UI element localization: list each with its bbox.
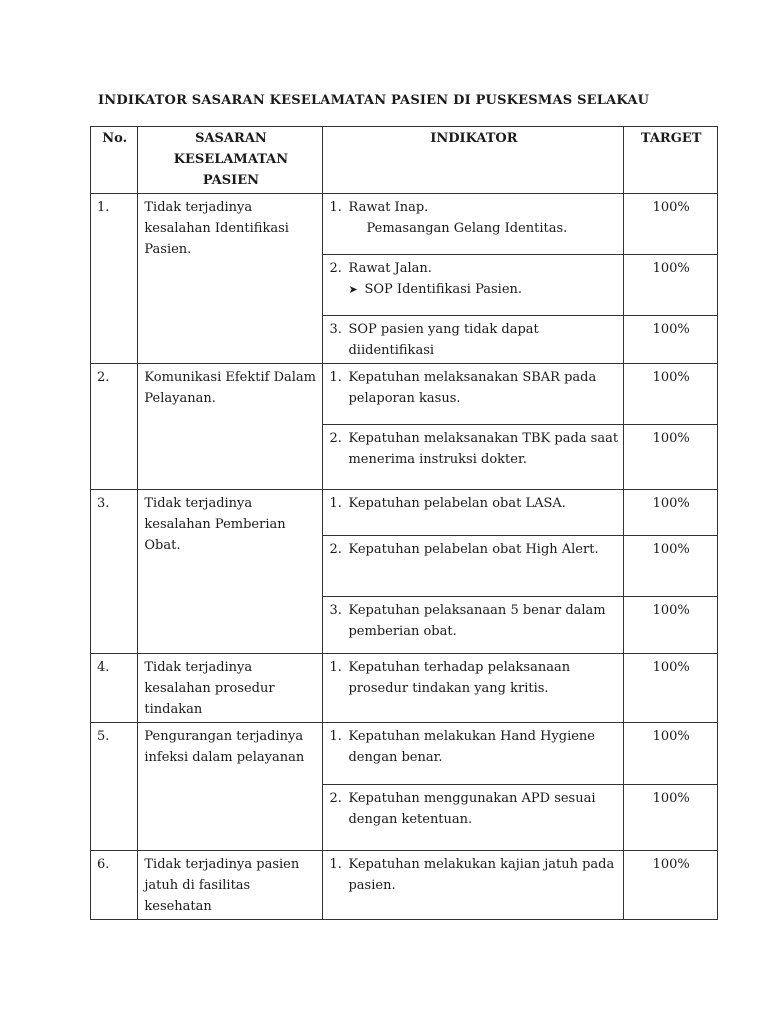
table-row [91, 723, 718, 785]
target-cell: 100% [624, 597, 718, 654]
indicator-number: 2. [329, 431, 342, 446]
indicator-cell [323, 654, 624, 723]
indicator-cell [323, 255, 624, 316]
indicator-number: 1. [329, 370, 342, 385]
indicator-text: Kepatuhan melaksanakan SBAR pada pelaporan kasus. [348, 370, 597, 406]
indicator-number: 1. [329, 200, 342, 215]
table-row [91, 851, 718, 920]
arrowhead-bullet-icon: ➤ [348, 283, 358, 296]
sasaran-cell: Tidak terjadinya kesalahan prosedur tindakan [138, 654, 323, 723]
indicator-subtext: Pemasangan Gelang Identitas. [366, 221, 568, 236]
indicator-cell [323, 597, 624, 654]
indicator-cell [323, 536, 624, 597]
indicator-text: Kepatuhan melakukan kajian jatuh pada pasien. [348, 857, 615, 893]
header-target: TARGET [624, 127, 718, 194]
indicator-text: Kepatuhan terhadap pelaksanaan prosedur tindakan yang kritis. [348, 660, 571, 696]
indicator-text: Kepatuhan melaksanakan TBK pada saat menerima instruksi dokter. [348, 431, 619, 467]
table-row [91, 490, 718, 536]
target-cell: 100% [624, 255, 718, 316]
header-sasaran: SASARAN KESELAMATAN PASIEN [138, 127, 323, 194]
table-row [91, 654, 718, 723]
indicator-number: 1. [329, 857, 342, 872]
sasaran-cell: Pengurangan terjadinya infeksi dalam pelayanan [138, 723, 323, 851]
header-indikator: INDIKATOR [323, 127, 624, 194]
target-cell: 100% [624, 316, 718, 364]
row-number: 1. [91, 194, 138, 364]
row-number: 5. [91, 723, 138, 851]
sasaran-cell: Tidak terjadinya kesalahan Pemberian Obat. [138, 490, 323, 654]
row-number: 6. [91, 851, 138, 920]
table-row [91, 364, 718, 425]
indicator-text: Rawat Jalan. [348, 261, 432, 276]
indicator-text: SOP pasien yang tidak dapat diidentifikasi [348, 322, 539, 358]
indicator-text: Rawat Inap. [348, 200, 429, 215]
row-number: 4. [91, 654, 138, 723]
indicator-cell [323, 364, 624, 425]
indicator-cell [323, 785, 624, 851]
table-header-row [91, 127, 718, 194]
indicator-number: 1. [329, 660, 342, 675]
indicator-number: 3. [329, 603, 342, 618]
indicator-cell [323, 425, 624, 490]
sasaran-cell: Komunikasi Efektif Dalam Pelayanan. [138, 364, 323, 490]
indicator-number: 2. [329, 791, 342, 806]
sasaran-cell: Tidak terjadinya kesalahan Identifikasi Pasien. [138, 194, 323, 364]
indicator-text: Kepatuhan melakukan Hand Hygiene dengan benar. [348, 729, 595, 765]
indicator-number: 2. [329, 261, 342, 276]
target-cell: 100% [624, 364, 718, 425]
target-cell: 100% [624, 723, 718, 785]
indicator-text: Kepatuhan pelaksanaan 5 benar dalam pemberian obat. [348, 603, 606, 639]
document-title: INDIKATOR SASARAN KESELAMATAN PASIEN DI PUSKESMAS SELAKAU [98, 93, 650, 108]
indicator-text: Kepatuhan menggunakan APD sesuai dengan ketentuan. [348, 791, 596, 827]
header-no: No. [91, 127, 138, 194]
sasaran-cell: Tidak terjadinya pasien jatuh di fasilitas kesehatan [138, 851, 323, 920]
indicator-number: 2. [329, 542, 342, 557]
target-cell: 100% [624, 785, 718, 851]
target-cell: 100% [624, 536, 718, 597]
indicator-bullet-text: SOP Identifikasi Pasien. [364, 282, 523, 297]
indicator-text: Kepatuhan pelabelan obat LASA. [348, 496, 566, 511]
indicator-cell [323, 723, 624, 785]
row-number: 3. [91, 490, 138, 654]
indicator-number: 1. [329, 496, 342, 511]
indicator-cell [323, 851, 624, 920]
indicator-number: 3. [329, 322, 342, 337]
target-cell: 100% [624, 654, 718, 723]
indicator-number: 1. [329, 729, 342, 744]
indicator-cell [323, 490, 624, 536]
target-cell: 100% [624, 851, 718, 920]
indicator-cell [323, 194, 624, 255]
target-cell: 100% [624, 490, 718, 536]
indicator-text: Kepatuhan pelabelan obat High Alert. [348, 542, 599, 557]
table-row [91, 194, 718, 255]
indicator-table [90, 126, 718, 920]
target-cell: 100% [624, 425, 718, 490]
row-number: 2. [91, 364, 138, 490]
target-cell: 100% [624, 194, 718, 255]
indicator-cell [323, 316, 624, 364]
